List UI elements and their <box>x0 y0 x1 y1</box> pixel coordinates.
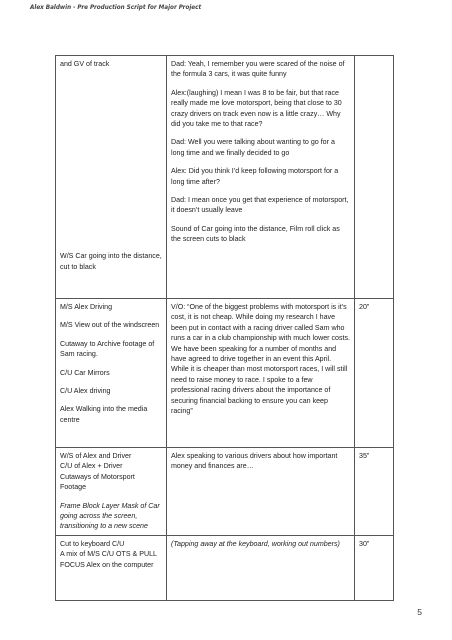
table-row <box>56 56 394 299</box>
audio-cell <box>167 535 355 600</box>
audio-line: V/O: “One of the biggest problems with motorsport is it’s cost, it is not cheap. While doing my research I have been put in contact with a racing driver called Sam who runs a car in a club championship with much lower costs. We have been speaking for a number of months and have agreed to drive together in an event this April. While it is cheaper than most motorsport races, I will still need to raise money to race. I spoke to a few professional racing drivers about the importance of securing financial backing to ensure you can keep racing” <box>171 303 350 416</box>
audio-line: Sound of Car going into the distance, Film roll click as the screen cuts to black <box>171 224 340 244</box>
visual-line: W/S of Alex and Driver C/U of Alex + Driver Cutaways of Motorsport Footage <box>60 452 135 492</box>
visual-cell <box>56 535 167 600</box>
time-cell: 30” <box>355 535 394 600</box>
visual-line: M/S View out of the windscreen <box>60 321 160 330</box>
audio-line: Dad: Yeah, I remember you were scared of the noise of the formula 3 cars, it was quite funny <box>171 60 345 79</box>
audio-line: Dad: I mean once you get that experience of motorsport, it doesn’t usually leave <box>171 196 349 215</box>
visual-line: M/S Alex Driving <box>60 303 113 311</box>
page-number: 5 <box>417 607 422 617</box>
audio-line: Alex: Did you think I’d keep following motorsport for a long time after? <box>171 167 339 186</box>
time-cell: 35” <box>355 448 394 536</box>
visual-line: Alex Walking into the media centre <box>60 405 148 424</box>
visual-line: C/U Alex driving <box>60 387 111 396</box>
visual-line: Cut to keyboard C/U A mix of M/S C/U OTS & PULL FOCUS Alex on the computer <box>60 539 157 569</box>
audio-cell <box>167 56 355 299</box>
audio-line: Dad: Well you were talking about wanting to go for a long time and we finally decided to go <box>171 138 335 157</box>
visual-line: W/S Car going into the distance, cut to black <box>60 252 162 271</box>
table-row <box>56 448 394 536</box>
audio-cell <box>167 448 355 536</box>
table-row <box>56 535 394 600</box>
visual-cell <box>56 56 167 299</box>
visual-line: Cutaway to Archive footage of Sam racing. <box>60 339 155 359</box>
audio-line: (Tapping away at the keyboard, working out numbers) <box>171 539 340 548</box>
time-cell: 20” <box>355 299 394 448</box>
visual-cell <box>56 299 167 448</box>
time-cell <box>355 56 394 299</box>
script-table <box>55 55 394 601</box>
audio-line: Alex speaking to various drivers about how important money and finances are… <box>171 452 338 471</box>
visual-line: and GV of track <box>60 60 110 68</box>
table-row <box>56 299 394 448</box>
page-header: Alex Baldwin - Pre Production Script for Major Project <box>30 4 202 11</box>
visual-line: Frame Block Layer Mask of Car going across the screen, transitioning to a new scene <box>60 501 160 531</box>
visual-line: C/U Car Mirrors <box>60 368 110 377</box>
audio-cell <box>167 299 355 448</box>
audio-line: Alex:(laughing) I mean I was 8 to be fair, but that race really made me love motorsport, being that close to 30 crazy drivers on track even now is a little crazy… Why did you take me to that race? <box>171 88 342 129</box>
visual-cell <box>56 448 167 536</box>
